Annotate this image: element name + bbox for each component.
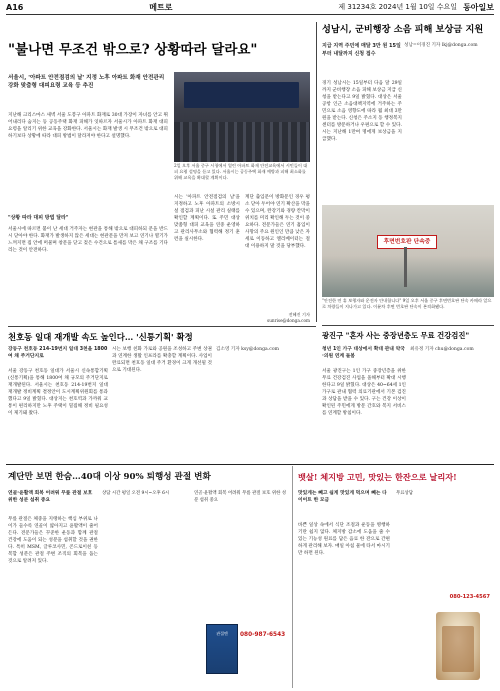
side-photo-caption: "안전한 연 휴 보행자와 운전자 안내합니다" 9일 오후 서울 중구 후면번호판 단속 카메라 앞으로 차량들이 지나가고 있다. 이륜차 후면 번호판 단속이 본격화됐다. bbox=[322, 298, 492, 309]
lead-body-2: 서울시에 따르면 불이 난 세대 거주자는 현관을 통해 밖으로 대피하되 문을 반드시 닫아야 한다. 화재가 발생하지 않은 세대는 현관문을 만져 보고 연기나 열기가 느껴지면 집 안에 머물며 창문을 닫고 젖은 수건으로 틈새를 막은 채 구조를 기다리는 것이 안전하다. bbox=[8, 227, 168, 253]
lead-byline: 전혜진 기자 sunrise@donga.com bbox=[267, 312, 310, 323]
date-line: 제 31234호 2024년 1월 10일 수요일 bbox=[338, 3, 458, 11]
ad-divider bbox=[6, 464, 494, 465]
ad-left-body-3: 연골·윤활액 회복 어려워 무릎 관절 보호 위한 성분 섭취 중요 bbox=[194, 491, 286, 503]
brand-logo: 동아일보 bbox=[463, 1, 494, 12]
divider bbox=[322, 325, 494, 326]
side-intro: 지급 지역 주민에 매달 3만 원 15일부터 내달까지 신청 접수 bbox=[322, 43, 401, 57]
side-photo bbox=[322, 205, 494, 297]
lead-photo-caption: 2일 오후 서울 중구 시청에서 열린 아파트 화재 안전교육에서 시민들이 대피 요령 설명을 듣고 있다. 서울시는 공동주택 화재 예방과 피해 최소화를 위해 교육을 확대할 계획이다. bbox=[174, 163, 308, 180]
ad-divider-vertical bbox=[292, 466, 293, 688]
ad-right-headline: 뱃살! 체지방 고민, 맛있는 한잔으로 날리자! bbox=[298, 472, 457, 482]
enforcement-sign: 후면번호판 단속중 bbox=[377, 235, 437, 249]
page-number: A16 bbox=[6, 2, 24, 12]
lead-photo bbox=[174, 72, 310, 162]
lead-intro: 서울시, '아파트 안전점검의 날' 지정 노후 아파트 화재 안전관리 강화 맞춤형 대피요령 교육 등 추진 bbox=[8, 75, 165, 89]
lead-body-3: 시는 '아파트 안전점검의 날'을 지정하고 노후 아파트의 소방시설 점검과 피난 시설 관리 실태를 확인할 계획이다. 또 주민 대상 맞춤형 대피 교육을 연중 운영하고 관리사무소와 협력해 정기 훈련을 실시한다. bbox=[174, 195, 240, 242]
third-headline: 광진구 "혼자 사는 중장년층도 무료 건강검진" bbox=[322, 331, 470, 340]
product-box bbox=[206, 624, 238, 674]
third-intro: 청년 1인 가구 대상에서 확대 관내 약국·의원 연계 돌봄 bbox=[322, 347, 405, 359]
drink-glass bbox=[436, 612, 480, 680]
audience-rows bbox=[174, 122, 310, 162]
product-label: 관절엔 bbox=[216, 631, 228, 636]
divider bbox=[8, 326, 316, 327]
redevelopment-byline: 김소영 기자 ksy@donga.com bbox=[216, 347, 279, 352]
side-body-2: 성남=이경진 기자 lkj@donga.com bbox=[404, 43, 478, 48]
ad-left-body: 무릎 관절은 체중을 지탱하는 핵심 부위로 나이가 들수록 연골이 얇아지고 윤활액이 줄어든다. 전문가들은 꾸준한 운동과 함께 관절 건강에 도움이 되는 성분을 섭취할 것을 권한다. 특히 MSM, 글루코사민, 콘드로이친 등 복합 성분은 관절 주변 조직의 회복을 돕는 것으로 알려져 있다. bbox=[8, 517, 98, 564]
sign-pole bbox=[404, 247, 407, 287]
ad-left-body-2: 상담 시간 평일 오전 9시~오후 6시 bbox=[102, 491, 170, 496]
ad-left-headline: 계단만 보면 한숨…40대 이상 90% 퇴행성 관절 변화 bbox=[8, 472, 211, 482]
third-byline: 최유정 기자 chu@donga.com bbox=[410, 347, 474, 352]
ad-left-subhead: 연골·윤활액 회복 어려워 무릎 관절 보호 위한 성분 섭취 중요 bbox=[8, 491, 93, 503]
side-headline: 성남시, 군비행장 소음 피해 보상금 지원 bbox=[322, 24, 484, 35]
third-body: 서울 광진구는 1인 가구 중장년층을 위한 무료 건강검진 사업을 올해부터 확대 시행한다고 9일 밝혔다. 대상은 40~64세 1인 가구로 관내 협력 의료기관에서 기본 검진과 상담을 받을 수 있다. 구는 건강 이상이 확인된 주민에게 방문 간호와 복지 서비스를 연계할 방침이다. bbox=[322, 369, 406, 416]
side-body: 경기 성남시는 15일부터 다음 달 29일까지 군비행장 소음 피해 보상금 지급 신청을 받는다고 9일 밝혔다. 대상은 서울공항 인근 소음대책지역에 거주하는 주민으로 소음 영향도에 따라 월 최대 3만 원을 받는다. 신청은 주소지 동 행정복지센터를 방문하거나 우편으로 할 수 있다. 시는 지난해 1만여 명에게 보상금을 지급했다. bbox=[322, 81, 402, 142]
ad-right-phone: 080-123-4567 bbox=[449, 594, 490, 600]
ad-left-phone: 080-987-6543 bbox=[240, 632, 286, 638]
page-header bbox=[6, 0, 494, 15]
ad-right-body: 바쁜 일상 속에서 식단 조절과 운동을 병행하기란 쉽지 않다. 체지방 감소에 도움을 줄 수 있는 기능성 원료를 담은 음료 한 잔으로 간편하게 관리해 보자. 매일 아침 물에 타서 마시기만 하면 된다. bbox=[298, 523, 390, 556]
lead-subhead: "상황 따라 대피 방법 달라" bbox=[8, 215, 69, 221]
redevelopment-body: 서울 강동구 천호동 일대가 서울시 신속통합기획(신통기획)을 통해 1800여 채 규모의 주거단지로 재개발된다. 서울시는 천호동 214-19번지 일대 재개발 정비계획 결정안이 도시계획위원회를 통과했다고 9일 밝혔다. 대상지는 천호역과 가까워 교통이 편리하지만 노후 주택이 밀집해 정비 필요성이 제기돼 왔다. bbox=[8, 369, 108, 416]
column-divider bbox=[316, 22, 317, 322]
lead-body-4: 계단 출입문이 방화문인 경우 평소 닫아 두어야 연기 확산을 막을 수 있으며, 완강기와 경량 칸막이 위치를 미리 확인해 두는 것이 중요하다. 전문가들은 연기 흡입이 사망의 주요 원인인 만큼 낮은 자세로 이동하고 엘리베이터는 절대 이용하지 말 것을 당부했다. bbox=[245, 195, 310, 249]
redevelopment-intro: 강동구 천호동 214-19번지 일대 3천을 1800여 채 주거단지로 bbox=[8, 347, 108, 359]
drink-liquid bbox=[442, 626, 474, 672]
lead-headline: "불나면 무조건 밖으로? 상황따라 달라요" bbox=[8, 42, 258, 58]
ad-right-subhead: 맛있게는 빼고 쉽게 맛있게 먹으며 빼는 다이어트 한 모금 bbox=[298, 491, 387, 503]
lead-body-1: 지난해 크리스마스 새벽 서울 도봉구 아파트 화재로 30대 가장이 자녀를 안고 뛰어내리다 숨지는 등 공동주택 화재 피해가 잇따르자 서울시가 아파트 화재 대피 요령을 알리기 위한 교육을 강화한다. 서울시는 화재 발생 시 무조건 밖으로 대피하기보다 상황에 따라 대피 방법이 달라져야 한다고 설명했다. bbox=[8, 113, 168, 139]
redevelopment-body-2: 시는 보행 친화 가로와 공원을 조성하고 주변 상권과 연계한 생활 인프라를 확충할 계획이다. 사업이 완료되면 천호동 일대 주거 환경이 크게 개선될 것으로 기대된다. bbox=[112, 347, 212, 373]
stage-screen bbox=[184, 82, 299, 108]
section-name: 메트로 bbox=[149, 1, 173, 12]
redevelopment-headline: 천호동 일대 재개발 속도 높인다… '신통기획' 확정 bbox=[8, 332, 193, 342]
ad-right-body-2: 무료상담 bbox=[396, 491, 413, 496]
